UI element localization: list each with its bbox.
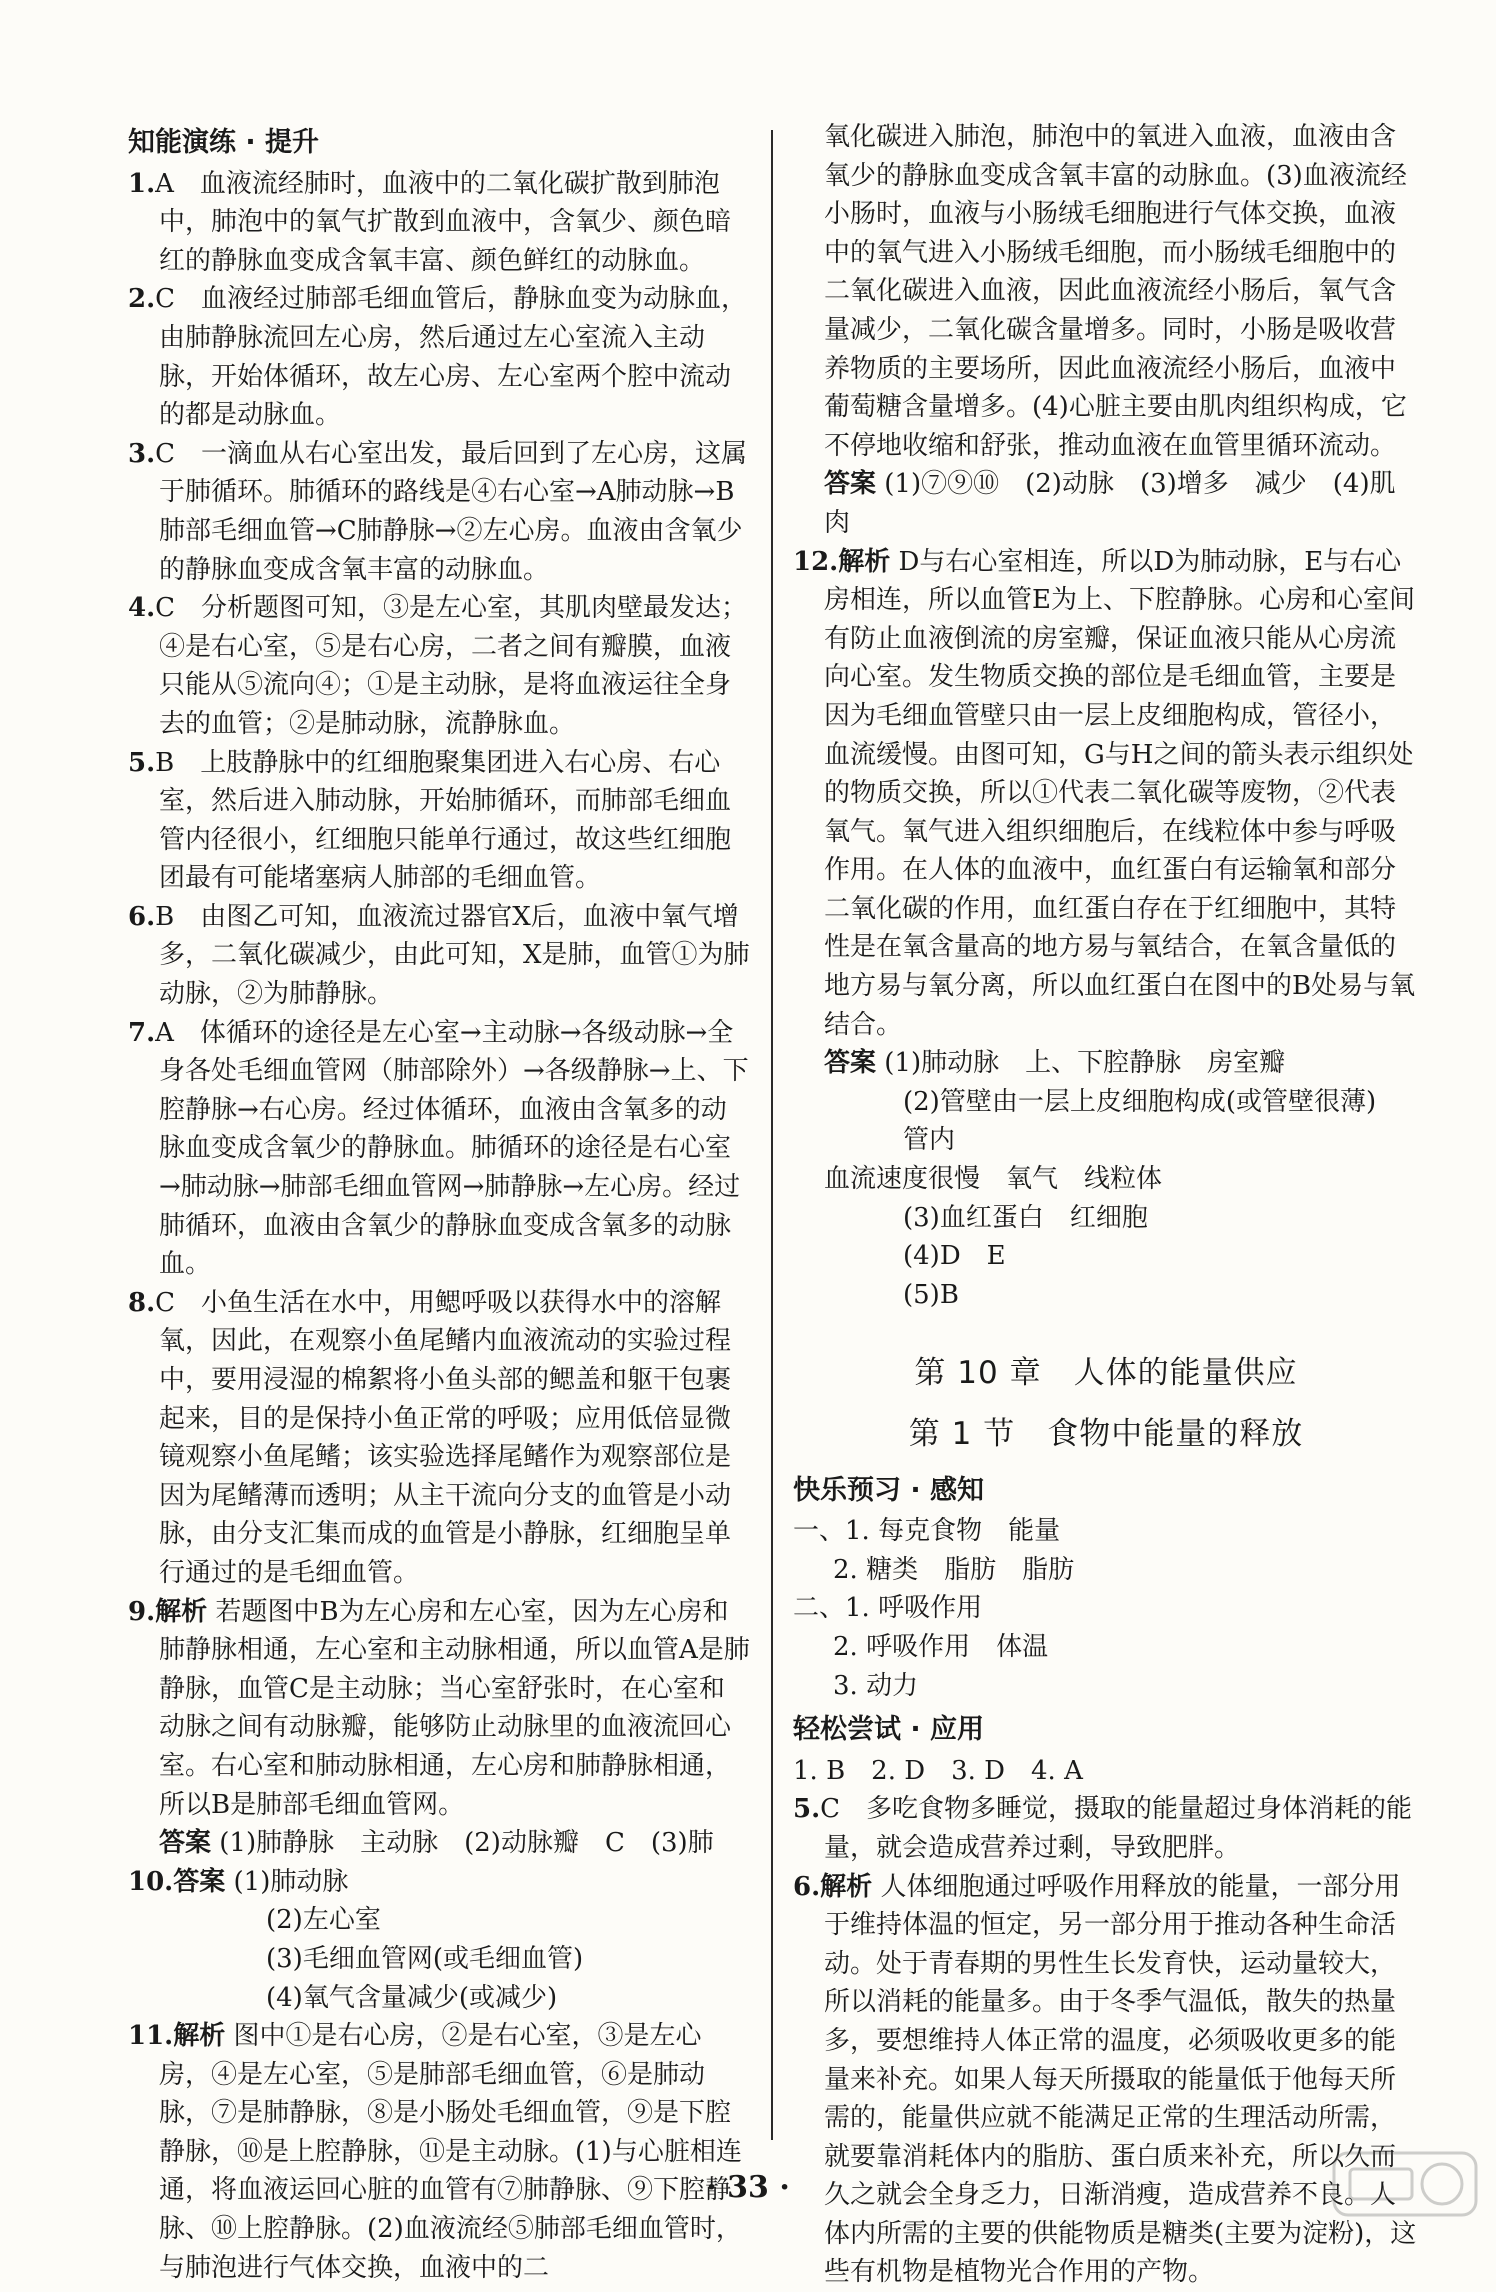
item-number: 10. bbox=[128, 1866, 174, 1897]
item-number: 4. bbox=[128, 593, 156, 624]
item-text: 图中①是右心房，②是右心室，③是左心房，④是左心室，⑤是肺部毛细血管，⑥是肺动脉，⑦是肺静脉，⑧是小肠处毛细血管，⑨是下腔静脉，⑩是上腔静脉，⑪是主动脉。(1)与心脏相连通，将血液运回心脏的血管有⑦肺静脉、⑨下腔静脉、⑩上腔静脉。(2)血液流经⑤肺部毛细血管时，与肺泡进行气体交换，血液中的二 bbox=[159, 2021, 742, 2283]
item-text: C 分析题图可知，③是左心室，其肌肉壁最发达；④是右心室，⑤是右心房，二者之间有瓣膜，血液只能从⑤流向④；①是主动脉，是将血液运往全身去的血管；②是肺动脉，流静脉血。 bbox=[155, 593, 748, 739]
item-number: 3. bbox=[128, 438, 156, 469]
preview-line: 二、1. 呼吸作用 bbox=[793, 1593, 983, 1624]
item-number: 6. bbox=[128, 901, 156, 932]
answer-item-12 bbox=[793, 543, 1419, 1045]
answer-label: 答案 bbox=[824, 1048, 877, 1079]
item-number: 11. bbox=[128, 2021, 174, 2052]
answer-item-10 bbox=[128, 1863, 750, 1902]
column-divider bbox=[771, 130, 773, 2140]
item-text: B 由图乙可知，血液流过器官X后，血液中氧气增多，二氧化碳减少，由此可知，X是肺，血管①为肺动脉，②为肺静脉。 bbox=[155, 901, 750, 1010]
item-text: C 血液经过肺部毛细血管后，静脉血变为动脉血，由肺静脉流回左心房，然后通过左心室流入主动脉，开始体循环，故左心房、左心室两个腔中流动的都是动脉血。 bbox=[155, 284, 748, 431]
answer-item bbox=[128, 165, 750, 281]
answer-item bbox=[128, 1014, 750, 1284]
answer-line: (5)B bbox=[903, 1279, 959, 1310]
analysis-label: 解析 bbox=[838, 546, 891, 577]
answer-label: 答案 bbox=[173, 1866, 226, 1897]
analysis-label: 解析 bbox=[173, 2021, 226, 2052]
section-title: 第 1 节 食物中能量的释放 bbox=[908, 1416, 1304, 1452]
section-heading-try: 轻松尝试 · 应用 bbox=[793, 1714, 985, 1746]
answer-item-5 bbox=[793, 1790, 1419, 1867]
page-number: · 33 · bbox=[706, 2170, 790, 2205]
answer-item bbox=[128, 435, 750, 589]
analysis-label: 解析 bbox=[155, 1596, 208, 1627]
item-number: 5. bbox=[128, 747, 156, 778]
item-11-continued: 氧化碳进入肺泡，肺泡中的氧进入血液，血液由含氧少的静脉血变成含氧丰富的动脉血。(3)血液流经小肠时，血液与小肠绒毛细胞进行气体交换，血液中的氧气进入小肠绒毛细胞，而小肠绒毛细胞中的二氧化碳进入血液，因此血液流经小肠后，氧气含量减少，二氧化碳含量增多。同时，小肠是吸收营养物质的主要场所，因此血液流经小肠后，血液中葡萄糖含量增多。(4)心脏主要由肌肉组织构成，它不停地收缩和舒张，推动血液在血管里循环流动。 bbox=[824, 122, 1407, 461]
chapter-title: 第 10 章 人体的能量供应 bbox=[914, 1355, 1298, 1392]
answer-item bbox=[128, 744, 750, 898]
answer-line: (2)左心室 bbox=[266, 1905, 381, 1936]
answer-text: (1)肺动脉 上、下腔静脉 房室瓣 bbox=[884, 1048, 1286, 1079]
item-text: B 上肢静脉中的红细胞聚集团进入右心房、右心室，然后进入肺动脉，开始肺循环，而肺部毛细血管内径很小，红细胞只能单行通过，故这些红细胞团最有可能堵塞病人肺部的毛细血管。 bbox=[155, 747, 732, 894]
answer-label: 答案 bbox=[159, 1828, 212, 1859]
preview-line: 3. 动力 bbox=[833, 1670, 919, 1701]
answer-item bbox=[128, 280, 750, 434]
item-number: 12. bbox=[793, 546, 839, 577]
answer-item bbox=[128, 898, 750, 1014]
item-text: 人体细胞通过呼吸作用释放的能量，一部分用于维持体温的恒定，另一部分用于推动各种生命活动。处于青春期的男性生长发育快，运动量较大，所以消耗的能量多。由于冬季气温低，散失的热量多，要想维持人体正常的温度，必须吸收更多的能量来补充。如果人每天所摄取的能量低于他每天所需的，能量供应就不能满足正常的生理活动所需，就要靠消耗体内的脂肪、蛋白质来补充，所以久而久之就会全身乏力，日渐消瘦，造成营养不良。人体内所需的主要的供能物质是糖类(主要为淀粉)，这些有机物是植物光合作用的产物。 bbox=[824, 1871, 1417, 2288]
item-number: 7. bbox=[128, 1017, 156, 1048]
item-number: 5. bbox=[793, 1794, 821, 1825]
analysis-label: 解析 bbox=[820, 1871, 873, 1902]
try-answers: 1. B 2. D 3. D 4. A bbox=[793, 1755, 1083, 1786]
item-text: C 一滴血从右心室出发，最后回到了左心房，这属于肺循环。肺循环的路线是④右心室→A肺动脉→B肺部毛细血管→C肺静脉→②左心房。血液由含氧少的静脉血变成含氧丰富的动脉血。 bbox=[155, 438, 748, 585]
left-items bbox=[128, 165, 750, 1593]
answer-item-11 bbox=[128, 2017, 750, 2287]
answer-line-12 bbox=[793, 1044, 1419, 1083]
answer-text: (1)肺动脉 bbox=[233, 1866, 349, 1897]
item-text: A 体循环的途径是左心室→主动脉→各级动脉→全身各处毛细血管网（肺部除外）→各级静脉→上、下腔静脉→右心房。经过体循环，血液由含氧多的动脉血变成含氧少的静脉血。肺循环的途径是右心室→肺动脉→肺部毛细血管网→肺静脉→左心房。经过肺循环，血液由含氧少的静脉血变成含氧多的动脉血。 bbox=[155, 1017, 749, 1280]
answer-label: 答案 bbox=[824, 469, 877, 500]
item-text: 若题图中B为左心房和左心室，因为左心房和肺静脉相通，左心室和主动脉相通，所以血管A是肺静脉，血管C是主动脉；当心室舒张时，在心室和动脉之间有动脉瓣，能够防止动脉里的血液流回心室。右心室和肺动脉相通，左心房和肺静脉相通，所以B是肺部毛细血管网。 bbox=[159, 1596, 750, 1820]
section-heading-practice: 知能演练 · 提升 bbox=[128, 127, 320, 158]
answer-line: 血流速度很慢 氧气 线粒体 bbox=[824, 1164, 1163, 1195]
item-text: D与右心室相连，所以D为肺动脉，E与右心房相连，所以血管E为上、下腔静脉。心房和心室间有防止血液倒流的房室瓣，保证血液只能从心房流向心室。发生物质交换的部位是毛细血管，主要是因为毛细血管壁只由一层上皮细胞构成，管径小，血流缓慢。由图可知，G与H之间的箭头表示组织处的物质交换，所以①代表二氧化碳等废物，②代表氧气。氧气进入组织细胞后，在线粒体中参与呼吸作用。在人体的血液中，血红蛋白有运输氧和部分二氧化碳的作用，血红蛋白存在于红细胞中，其特性是在氧含量高的地方易与氧结合，在氧含量低的地方易与氧分离，所以血红蛋白在图中的B处易与氧结合。 bbox=[824, 546, 1416, 1040]
item-number: 2. bbox=[128, 284, 156, 315]
item-number: 6. bbox=[793, 1871, 821, 1902]
answer-line: (2)管壁由一层上皮细胞构成(或管壁很薄) 管内 bbox=[903, 1086, 1403, 1156]
answer-item-6 bbox=[793, 1868, 1419, 2292]
preview-line: 2. 呼吸作用 体温 bbox=[833, 1631, 1049, 1662]
item-text: C 多吃食物多睡觉，摄取的能量超过身体消耗的能量，就会造成营养过剩，导致肥胖。 bbox=[820, 1794, 1413, 1863]
answer-text: (1)肺静脉 主动脉 (2)动脉瓣 C (3)肺 bbox=[219, 1828, 714, 1859]
item-number: 8. bbox=[128, 1287, 156, 1318]
answer-item-9 bbox=[128, 1593, 750, 1825]
answer-item bbox=[128, 1284, 750, 1593]
left-column bbox=[128, 118, 750, 2287]
answer-line: (4)D E bbox=[903, 1241, 1006, 1272]
item-text: A 血液流经肺时，血液中的二氧化碳扩散到肺泡中，肺泡中的氧气扩散到血液中，含氧少、颜色暗红的静脉血变成含氧丰富、颜色鲜红的动脉血。 bbox=[155, 168, 732, 276]
preview-line: 一、1. 每克食物 能量 bbox=[793, 1516, 1061, 1547]
item-number: 1. bbox=[128, 168, 156, 199]
item-text: C 小鱼生活在水中，用鳃呼吸以获得水中的溶解氧，因此，在观察小鱼尾鳍内血液流动的实验过程中，要用浸湿的棉絮将小鱼头部的鳃盖和躯干包裹起来，目的是保持小鱼正常的呼吸；应用低倍显微镜观察小鱼尾鳍；该实验选择尾鳍作为观察部位是因为尾鳍薄而透明；从主干流向分支的血管是小动脉，由分支汇集而成的血管是小静脉，红细胞呈单行通过的是毛细血管。 bbox=[155, 1287, 732, 1588]
answer-item bbox=[128, 589, 750, 743]
answer-line: (3)毛细血管网(或毛细血管) bbox=[266, 1943, 584, 1974]
answer-line: (3)血红蛋白 红细胞 bbox=[903, 1202, 1148, 1233]
answer-line-9 bbox=[128, 1824, 750, 1863]
answer-text: (1)⑦⑨⑩ (2)动脉 (3)增多 减少 (4)肌肉 bbox=[824, 469, 1396, 538]
right-column bbox=[793, 118, 1419, 2292]
item-number: 9. bbox=[128, 1596, 156, 1627]
preview-line: 2. 糖类 脂肪 脂肪 bbox=[833, 1554, 1075, 1585]
answer-line: (4)氧气含量减少(或减少) bbox=[266, 1982, 558, 2013]
answer-line-11 bbox=[793, 465, 1419, 542]
section-heading-preview: 快乐预习 · 感知 bbox=[793, 1474, 985, 1506]
watermark-stamp-icon bbox=[1330, 2147, 1480, 2221]
